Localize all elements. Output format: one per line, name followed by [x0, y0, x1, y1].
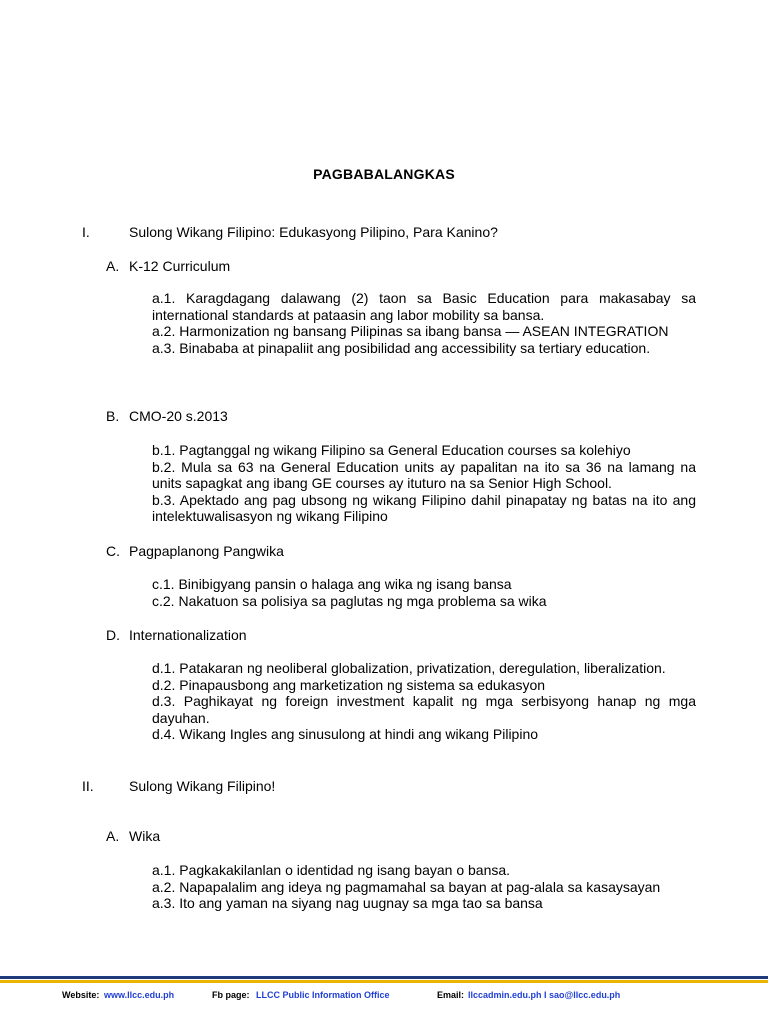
list-item: a.2. Napapalalim ang ideya ng pagmamahal sa bayan at pag-alala sa kasaysayan	[152, 878, 661, 895]
subsection-heading: K-12 Curriculum	[129, 258, 231, 274]
list-item: b.3. Apektado ang pag ubsong ng wikang Filipino dahil pinapatay ng batas na ito ang intelektuwalisasyon ng wikang Filipino	[152, 491, 696, 524]
subsection-heading: Wika	[129, 828, 161, 844]
item-list	[152, 442, 696, 525]
section-heading: Sulong Wikang Filipino!	[129, 778, 276, 794]
section-numeral: II.	[82, 778, 94, 794]
list-item: c.2. Nakatuon sa polisiya sa paglutas ng mga problema sa wika	[152, 592, 547, 609]
list-item: d.4. Wikang Ingles ang sinusulong at hindi ang wikang Pilipino	[152, 726, 539, 742]
section-heading: Sulong Wikang Filipino: Edukasyong Pilipino, Para Kanino?	[129, 224, 498, 240]
footer-email-label: Email:	[437, 990, 465, 1000]
list-item: d.3. Paghikayat ng foreign investment kapalit ng mga serbisyong hanap ng mga dayuhan.	[152, 693, 696, 726]
list-item: d.2. Pinapausbong ang marketization ng sistema sa edukasyon	[152, 676, 546, 693]
list-item: a.1. Karagdagang dalawang (2) taon sa Basic Education para makasabay sa international standards at pataasin ang labor mobility sa bansa.	[152, 290, 696, 323]
list-item: b.1. Pagtanggal ng wikang Filipino sa General Education courses sa kolehiyo	[152, 442, 631, 458]
footer-website-link[interactable]: www.llcc.edu.ph	[104, 990, 175, 1000]
list-item: a.3. Ito ang yaman na siyang nag uugnay sa mga tao sa bansa	[152, 895, 543, 911]
section-numeral: I.	[82, 224, 90, 240]
footer	[0, 990, 768, 1004]
list-item: b.2. Mula sa 63 na General Education units ay papalitan na ito sa 36 na lamang na units sapagkat ang ibang GE courses ay ituturo na sa Senior High School.	[152, 458, 696, 491]
footer-fb-link[interactable]: LLCC Public Information Office	[256, 990, 390, 1000]
list-item: a.1. Pagkakakilanlan o identidad ng isang bayan o bansa.	[152, 862, 511, 878]
subsection-letter: C.	[106, 543, 120, 559]
subsection-letter: A.	[106, 828, 120, 844]
list-item: a.2. Harmonization ng bansang Pilipinas sa ibang bansa — ASEAN INTEGRATION	[152, 323, 669, 339]
subsection-letter: A.	[106, 258, 120, 274]
footer-stripe-gold	[0, 980, 768, 983]
list-item: c.1. Binibigyang pansin o halaga ang wika ng isang bansa	[152, 576, 512, 592]
subsection-letter: D.	[106, 627, 120, 643]
item-list	[152, 576, 696, 609]
footer-website-label: Website:	[62, 990, 100, 1000]
subsection-letter: B.	[106, 408, 120, 424]
footer-divider	[0, 976, 768, 986]
list-item: a.3. Binababa at pinapaliit ang posibilidad ang accessibility sa tertiary education.	[152, 339, 651, 356]
subsection-heading: CMO-20 s.2013	[129, 408, 228, 424]
item-list	[152, 660, 696, 743]
footer-email-link[interactable]: llccadmin.edu.ph I sao@llcc.edu.ph	[468, 990, 621, 1000]
page-title: PAGBABALANGKAS	[313, 166, 455, 182]
subsection-heading: Internationalization	[129, 627, 247, 643]
footer-fb-label: Fb page:	[212, 990, 250, 1000]
subsection-heading: Pagpaplanong Pangwika	[129, 543, 284, 559]
item-list	[152, 290, 696, 356]
footer-stripe-navy	[0, 976, 768, 979]
list-item: d.1. Patakaran ng neoliberal globalization, privatization, deregulation, liberalization.	[152, 660, 666, 676]
item-list	[152, 862, 696, 912]
